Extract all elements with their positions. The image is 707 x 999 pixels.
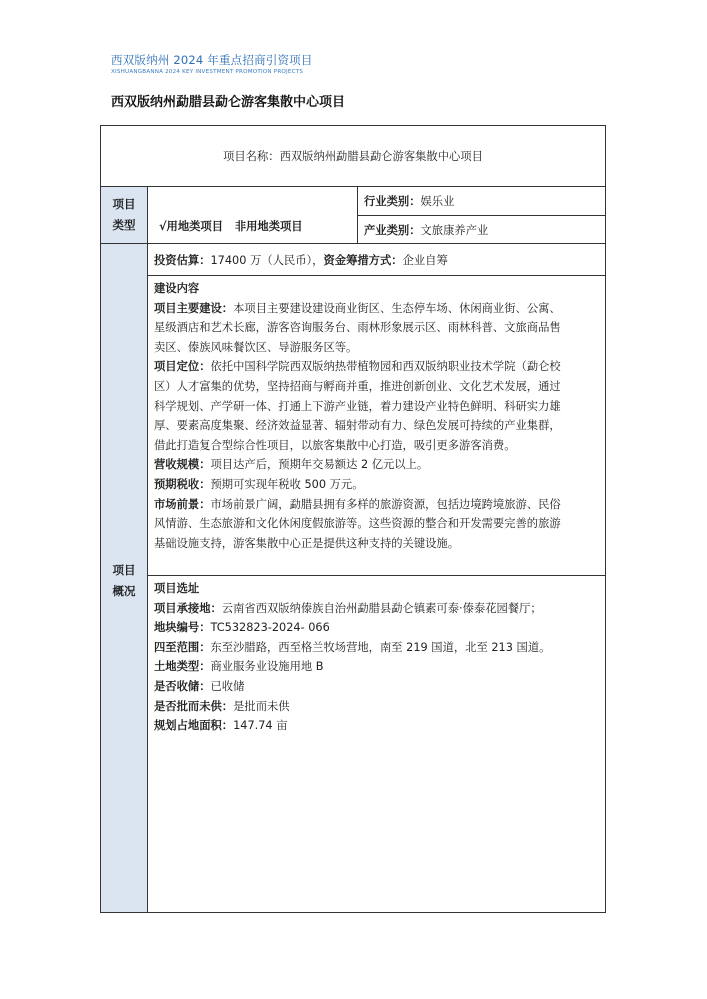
tax-value: 预期可实现年税收 500 万元。 xyxy=(210,477,364,491)
row-divider xyxy=(148,575,605,576)
brand-title-cn: 西双版纳州 2024 年重点招商引资项目 xyxy=(111,53,313,67)
sector-label: 产业类别： xyxy=(364,224,421,237)
overview-label-line2: 概况 xyxy=(112,584,136,598)
site-item xyxy=(154,657,604,677)
main-construction-line: 卖区、傣族风味餐饮区、导游服务区等。 xyxy=(154,340,358,354)
tax-label: 预期税收： xyxy=(154,477,211,491)
site-item-label: 四至范围： xyxy=(154,640,211,654)
position-line: 区）人才富集的优势，坚持招商与孵商并重，推进创新创业、文化艺术发展，通过 xyxy=(154,379,561,393)
position-line: 借此打造复合型综合性项目，以旅客集散中心打造，吸引更多游客消费。 xyxy=(154,438,516,452)
site-heading: 项目选址 xyxy=(154,582,200,595)
market-line: 基础设施支持，游客集散中心正是提供这种支持的关键设施。 xyxy=(154,536,460,550)
funding-value: 企业自筹 xyxy=(402,254,448,267)
funding-label: 资金筹措方式： xyxy=(323,254,403,267)
site-item-value: TC532823-2024- 066 xyxy=(210,621,330,635)
tax-line xyxy=(154,475,604,495)
site-item-label: 是否批而未供： xyxy=(154,699,234,713)
site-item-value: 147.74 亩 xyxy=(233,719,288,733)
revenue-line xyxy=(154,455,604,475)
overview-label-line1: 项目 xyxy=(112,563,136,577)
document-title: 西双版纳州勐腊县勐仑游客集散中心项目 xyxy=(111,95,346,110)
row-divider xyxy=(101,186,605,187)
brand-title-en: XISHUANGBANNA 2024 KEY INVESTMENT PROMOTION PROJECTS xyxy=(111,69,304,75)
site-item-value: 已收储 xyxy=(210,679,245,693)
type-label-line2: 类型 xyxy=(112,218,136,232)
row-divider xyxy=(101,243,605,244)
site-item xyxy=(154,716,604,736)
overview-label xyxy=(101,560,147,602)
position-label: 项目定位： xyxy=(154,360,211,374)
row-divider xyxy=(148,275,605,276)
site-item xyxy=(154,677,604,697)
sector-value: 文旅康养产业 xyxy=(420,224,489,237)
site-item xyxy=(154,697,604,717)
site-item-label: 土地类型： xyxy=(154,660,211,674)
construction-block xyxy=(154,279,604,553)
site-item xyxy=(154,618,604,638)
brand-header xyxy=(111,53,313,76)
site-item-label: 项目承接地： xyxy=(154,601,222,615)
col-divider xyxy=(147,186,148,912)
market-line xyxy=(154,495,604,515)
construction-heading: 建设内容 xyxy=(154,282,200,295)
position-line xyxy=(154,357,604,377)
row-divider xyxy=(357,215,605,216)
site-item-value: 是批而未供 xyxy=(233,699,290,713)
site-item xyxy=(154,599,604,619)
type-label xyxy=(101,194,147,236)
site-item-label: 地块编号： xyxy=(154,621,211,635)
industry-category xyxy=(364,193,454,209)
position-line: 科学规划、产学研一体、打通上下游产业链，着力建设产业特色鲜明、科研实力雄 xyxy=(154,399,561,413)
type-label-line1: 项目 xyxy=(112,197,136,211)
site-block xyxy=(154,579,604,736)
revenue-label: 营收规模： xyxy=(154,458,211,472)
land-use-options: √用地类项目 非用地类项目 xyxy=(159,220,303,233)
position-text: 依托中国科学院西双版纳热带植物园和西双版纳职业技术学院（勐仑校 xyxy=(210,360,561,374)
project-table xyxy=(100,125,606,913)
site-item xyxy=(154,638,604,658)
site-item-value: 云南省西双版纳傣族自治州勐腊县勐仑镇素可泰·傣泰花园餐厅； xyxy=(221,601,542,615)
site-item-label: 规划占地面积： xyxy=(154,719,234,733)
investment-label: 投资估算： xyxy=(154,254,211,267)
main-text: 本项目主要建设建设商业街区、生态停车场、休闲商业街、公寓、 xyxy=(233,301,561,315)
main-construction-line xyxy=(154,299,604,319)
col-divider xyxy=(357,186,358,243)
industry-label: 行业类别： xyxy=(364,195,421,208)
revenue-value: 项目达产后，预期年交易额达 2 亿元以上。 xyxy=(210,458,429,472)
site-item-label: 是否收储： xyxy=(154,679,211,693)
investment-value: 17400 万（人民币）， xyxy=(210,254,324,267)
market-text: 市场前景广阔，勐腊县拥有多样的旅游资源，包括边境跨境旅游、民俗 xyxy=(210,497,561,511)
main-construction-line: 星级酒店和艺术长廊，游客咨询服务台、雨林形象展示区、雨林科普、文旅商品售 xyxy=(154,321,561,335)
position-line: 厚、要素高度集聚、经济效益显著、辐射带动有力、绿色发展可持续的产业集群， xyxy=(154,419,561,433)
industry-value: 娱乐业 xyxy=(420,195,455,208)
main-label: 项目主要建设： xyxy=(154,301,234,315)
sector-category xyxy=(364,222,488,238)
market-line: 风情游、生态旅游和文化休闲度假旅游等。这些资源的整合和开发需要完善的旅游 xyxy=(154,517,561,531)
market-label: 市场前景： xyxy=(154,497,211,511)
investment-row xyxy=(154,252,448,268)
project-name: 项目名称：西双版纳州勐腊县勐仑游客集散中心项目 xyxy=(223,150,483,163)
site-item-value: 商业服务业设施用地 B xyxy=(210,660,324,674)
site-item-value: 东至沙腊路，西至格兰牧场营地，南至 219 国道，北至 213 国道。 xyxy=(210,640,551,654)
